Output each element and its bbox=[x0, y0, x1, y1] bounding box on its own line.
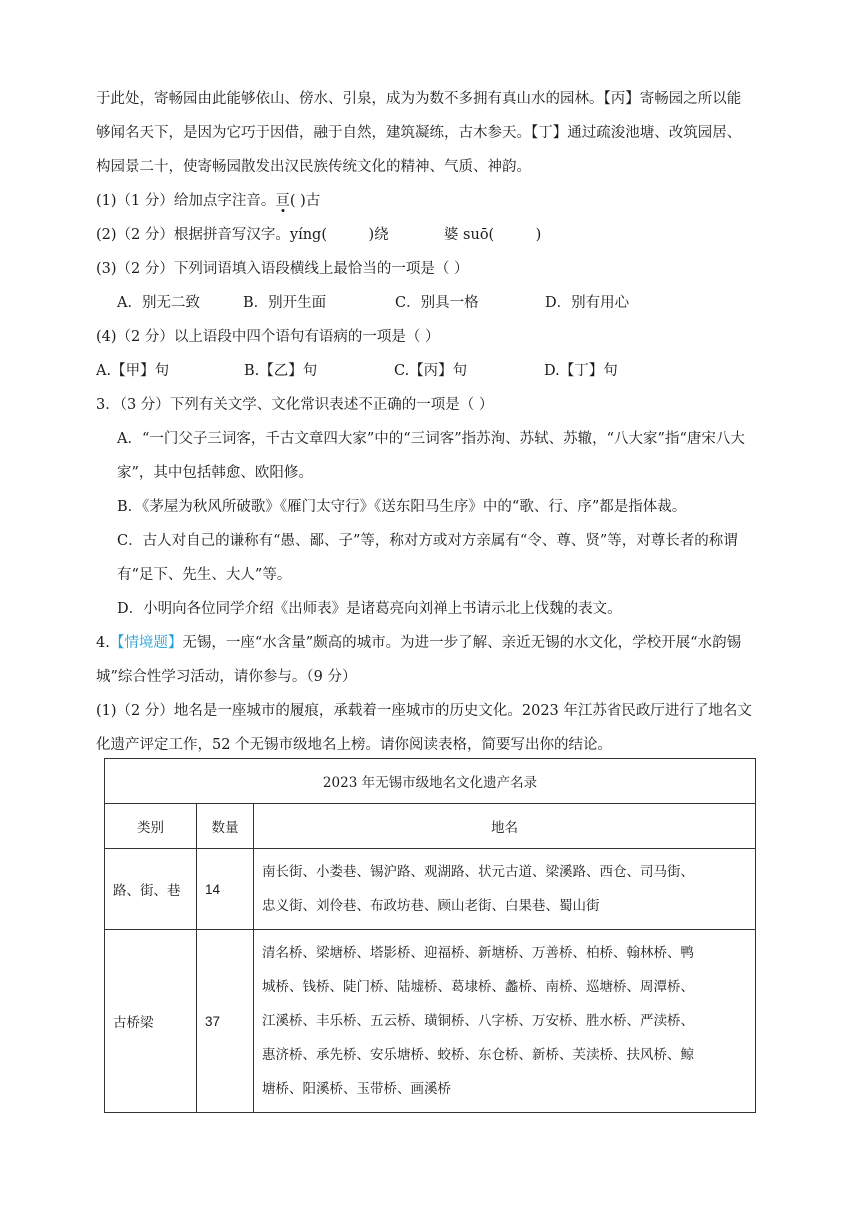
row-category: 古桥梁 bbox=[105, 930, 197, 1113]
question-5-option-d: D．小明向各位同学介绍《出师表》是诸葛亮向刘禅上书请示北上伐魏的表文。 bbox=[117, 601, 622, 617]
question-5-stem: 3．（3 分）下列有关文学、文化常识表述不正确的一项是（ ） bbox=[96, 397, 494, 413]
option-d: D．别有用心 bbox=[545, 295, 630, 311]
question-5-option-b: B．《茅屋为秋风所破歌》《雁门太守行》《送东阳马生序》中的“歌、行、序”都是指体裁。 bbox=[117, 499, 687, 515]
row-count: 14 bbox=[197, 849, 254, 930]
row-count: 37 bbox=[197, 930, 254, 1113]
question-3-options bbox=[96, 286, 776, 320]
option-b: B．别开生面 bbox=[243, 295, 327, 311]
document-page bbox=[96, 82, 776, 762]
table-caption: 2023 年无锡市级地名文化遗产名录 bbox=[105, 759, 756, 804]
question-6-sub-1-line-2: 化遗产评定工作，52 个无锡市级地名上榜。请你阅读表格，简要写出你的结论。 bbox=[96, 737, 613, 753]
context-tag: 【情境题】 bbox=[109, 635, 183, 651]
dotted-char: 亘 bbox=[275, 193, 290, 209]
question-1: (1)（1 分）给加点字注音。亘( )古 bbox=[96, 193, 321, 209]
row-names: 南长街、小娄巷、锡沪路、观湖路、状元古道、梁溪路、西仓、司马街、 忠义街、刘伶巷、布政坊巷、顾山老街、白果巷、蜀山街 bbox=[254, 849, 756, 930]
table-row bbox=[105, 930, 756, 1113]
question-6-line-2: 城”综合性学习活动，请你参与。（9 分） bbox=[96, 669, 357, 685]
question-5-option-a-line-2: 家”，其中包括韩愈、欧阳修。 bbox=[117, 465, 313, 481]
question-4: (4)（2 分）以上语段中四个语句有语病的一项是（ ） bbox=[96, 329, 440, 345]
row-names: 清名桥、梁塘桥、塔影桥、迎福桥、新塘桥、万善桥、柏桥、翰林桥、鸭 城桥、钱桥、陡门桥、陆墟桥、葛埭桥、蠡桥、南桥、巡塘桥、周潭桥、 江溪桥、丰乐桥、五云桥、璜铜桥、八字桥、万安桥、胜水桥、严渎桥、 惠济桥、承先桥、安乐塘桥、蛟桥、东仓桥、新桥、芙渎桥、扶风桥、鲸 塘桥、阳溪桥、玉带桥、画溪桥 bbox=[254, 930, 756, 1113]
question-2: (2)（2 分）根据拼音写汉字。yíng( )绕 婆 suō( ) bbox=[96, 227, 542, 243]
option-c: C.【丙】句 bbox=[394, 363, 468, 379]
table-header-row bbox=[105, 804, 756, 849]
question-3: (3)（2 分）下列词语填入语段横线上最恰当的一项是（ ） bbox=[96, 261, 469, 277]
question-6-line-1: 4.【情境题】无锡，一座“水含量”颇高的城市。为进一步了解、亲近无锡的水文化，学校开展“水韵锡 bbox=[96, 635, 742, 651]
row-category: 路、街、巷 bbox=[105, 849, 197, 930]
question-5-option-c-line-2: 有“足下、先生、大人”等。 bbox=[117, 567, 292, 583]
header-count: 数量 bbox=[197, 804, 254, 849]
intro-line-2: 够闻名天下，是因为它巧于因借，融于自然，建筑凝练，古木参天。【丁】通过疏浚池塘、改筑园居、 bbox=[96, 125, 742, 141]
place-name-table bbox=[104, 758, 756, 1113]
option-a: A．别无二致 bbox=[117, 295, 200, 311]
option-c: C．别具一格 bbox=[395, 295, 479, 311]
question-4-options bbox=[96, 354, 776, 388]
option-d: D.【丁】句 bbox=[544, 363, 618, 379]
intro-line-3: 构园景二十，使寄畅园散发出汉民族传统文化的精神、气质、神韵。 bbox=[96, 159, 531, 175]
question-5-option-a-line-1: A．“一门父子三词客，千古文章四大家”中的“三词客”指苏洵、苏轼、苏辙，“八大家”指“唐宋八大 bbox=[117, 431, 745, 447]
intro-line-1: 于此处，寄畅园由此能够依山、傍水、引泉，成为为数不多拥有真山水的园林。【丙】寄畅园之所以能 bbox=[96, 91, 742, 107]
question-6-sub-1-line-1: (1)（2 分）地名是一座城市的履痕，承载着一座城市的历史文化。2023 年江苏省民政厅进行了地名文 bbox=[96, 703, 752, 719]
option-a: A.【甲】句 bbox=[96, 363, 170, 379]
header-names: 地名 bbox=[254, 804, 756, 849]
table-row bbox=[105, 849, 756, 930]
option-b: B.【乙】句 bbox=[244, 363, 318, 379]
header-category: 类别 bbox=[105, 804, 197, 849]
question-5-option-c-line-1: C．古人对自己的谦称有“愚、鄙、子”等，称对方或对方亲属有“令、尊、贤”等，对尊长者的称谓 bbox=[117, 533, 738, 549]
